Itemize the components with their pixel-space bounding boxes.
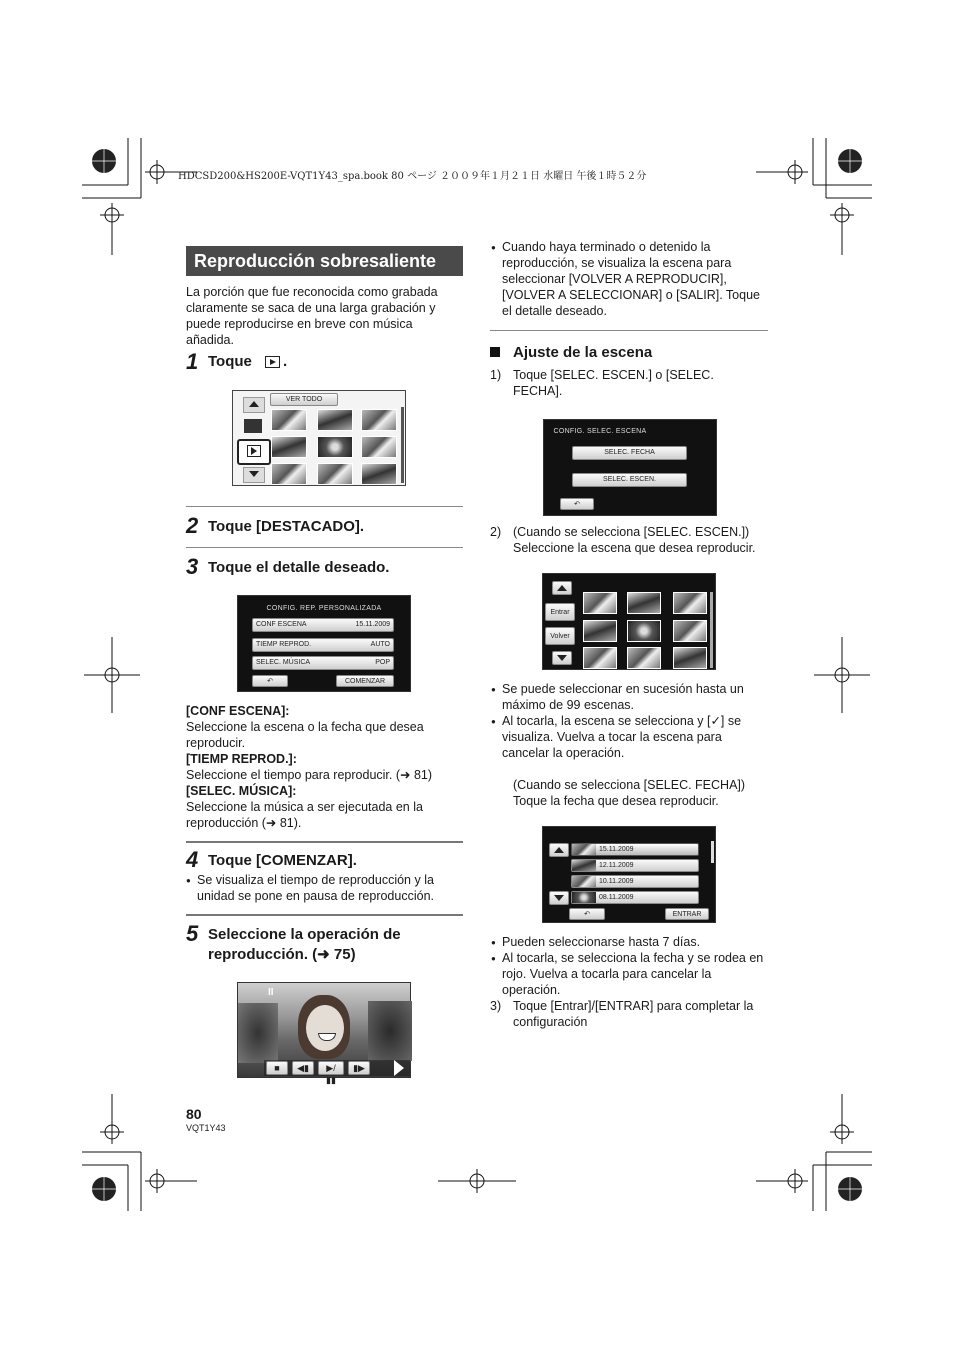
note-toggle-date: ● Al tocarla, se selecciona la fecha y se rodea en rojo. Vuelva a tocarla para cancelar la operación. xyxy=(502,950,768,998)
section-title: Reproducción sobresaliente xyxy=(186,246,463,276)
camera-mode-icon[interactable] xyxy=(244,419,262,433)
tree-right xyxy=(368,1001,412,1061)
scene-thumbnail[interactable] xyxy=(627,620,661,642)
date-thumbnail xyxy=(572,876,596,887)
scroll-down-button[interactable] xyxy=(243,467,265,483)
note-toggle-scene: ● Al tocarla, la escena se selecciona y [✓] se visualiza. Vuelva a tocar la escena para cancelar la operación. xyxy=(502,713,764,761)
date-row[interactable]: 12.11.2009 xyxy=(571,859,699,872)
date-thumbnail xyxy=(572,844,596,855)
scene-thumbnail[interactable] xyxy=(673,647,707,669)
playback-controls xyxy=(264,1060,410,1085)
divider xyxy=(186,841,463,843)
screen-title: CONFIG. SELEC. ESCENA xyxy=(553,428,647,435)
play-mode-button[interactable] xyxy=(237,439,271,465)
enter-button[interactable]: Entrar xyxy=(545,603,575,621)
scene-thumbnail[interactable] xyxy=(673,620,707,642)
item-3-text: Toque [Entrar]/[ENTRAR] para completar la configuración xyxy=(513,999,754,1029)
fast-forward-button[interactable]: ▮▶ xyxy=(348,1061,370,1075)
step-1-number: 1 xyxy=(186,349,199,374)
screen-scene-grid xyxy=(542,573,716,670)
row-label: TIEMP REPROD. xyxy=(256,641,312,648)
item-2-number: 2) xyxy=(490,525,502,539)
step-4-note: ● Se visualiza el tiempo de reproducción y la unidad se pone en pausa de reproducción. xyxy=(197,872,459,904)
pause-indicator-icon: II xyxy=(268,987,274,998)
document-code: VQT1Y43 xyxy=(186,1123,226,1133)
step-2-number: 2 xyxy=(186,513,199,538)
scrollbar[interactable] xyxy=(711,841,714,863)
item-1-number: 1) xyxy=(490,368,502,382)
item-3-number: 3) xyxy=(490,999,502,1013)
back-button[interactable]: Volver xyxy=(545,627,575,645)
thumbnail[interactable] xyxy=(271,463,307,485)
date-thumbnail xyxy=(572,892,596,903)
back-button[interactable]: ↶ xyxy=(252,675,288,687)
scroll-up-button[interactable] xyxy=(549,843,569,857)
square-bullet-icon xyxy=(490,347,500,357)
step-4-text: Toque [COMENZAR]. xyxy=(208,852,357,869)
scene-setting-row[interactable] xyxy=(252,618,394,632)
scroll-up-button[interactable] xyxy=(243,397,265,413)
screen-thumbnail-view xyxy=(232,390,406,486)
view-all-tab[interactable]: VER TODO xyxy=(270,393,338,406)
thumbnail[interactable] xyxy=(271,409,307,431)
enter-button[interactable]: ENTRAR xyxy=(665,908,709,920)
music-select-row[interactable] xyxy=(252,656,394,670)
step-2-text: Toque [DESTACADO]. xyxy=(208,518,365,535)
playback-time-row[interactable] xyxy=(252,638,394,652)
scene-settings-heading: Ajuste de la escena xyxy=(513,344,653,361)
scene-thumbnail[interactable] xyxy=(627,647,661,669)
playback-screen xyxy=(237,982,411,1085)
desc-text: Seleccione la música a ser ejecutada en la reproducción (➜ 81). xyxy=(186,800,423,830)
step-3-text: Toque el detalle deseado. xyxy=(208,559,390,576)
scroll-down-button[interactable] xyxy=(552,651,572,665)
divider xyxy=(186,914,463,916)
item-1-text: Toque [SELEC. ESCEN.] o [SELEC. FECHA]. xyxy=(513,368,714,398)
step-5-text: Seleccione la operación de reproducción. (➜ 75) xyxy=(208,926,401,963)
step-1-suffix: . xyxy=(283,353,288,370)
note-max-days: ● Pueden seleccionarse hasta 7 días. xyxy=(502,934,764,950)
scrollbar[interactable] xyxy=(710,592,713,668)
note-max-scenes: ● Se puede seleccionar en sucesión hasta un máximo de 99 escenas. xyxy=(502,681,764,713)
back-button[interactable]: ↶ xyxy=(560,498,594,510)
row-value: POP xyxy=(375,659,390,666)
step-4-number: 4 xyxy=(186,847,199,872)
date-row[interactable]: 15.11.2009 xyxy=(571,843,699,856)
rewind-button[interactable]: ◀▮ xyxy=(292,1061,314,1075)
screen-date-select xyxy=(542,826,716,923)
back-button[interactable]: ↶ xyxy=(569,908,605,920)
scroll-down-button[interactable] xyxy=(549,891,569,905)
divider xyxy=(186,547,463,548)
scroll-up-button[interactable] xyxy=(552,581,572,595)
item-2b-text: (Cuando se selecciona [SELEC. FECHA]) Toque la fecha que desea reproducir. xyxy=(513,778,746,808)
desc-term: [TIEMP REPROD.]: xyxy=(186,752,297,766)
step-3-number: 3 xyxy=(186,554,199,579)
item-2-text: (Cuando se selecciona [SELEC. ESCEN.]) Seleccione la escena que desea reproducir. xyxy=(513,525,756,555)
file-info-header: HDCSD200&HS200E-VQT1Y43_spa.book 80 ページ ２００９年１月２１日 水曜日 午後１時５２分 xyxy=(178,171,647,182)
divider xyxy=(186,506,463,507)
screen-scene-select-config xyxy=(543,419,717,516)
next-arrow-icon[interactable] xyxy=(394,1060,404,1076)
note-after-playback: ● Cuando haya terminado o detenido la reproducción, se visualiza la escena para seleccionar [VOLVER A REPRODUCIR], [VOLVER A SELECCIONAR] o [SALIR]. Toque el detalle deseado. xyxy=(502,239,764,319)
row-label: SELEC. MÚSICA xyxy=(256,659,311,666)
step-5-number: 5 xyxy=(186,921,199,946)
divider xyxy=(490,330,768,331)
scene-thumbnail[interactable] xyxy=(583,620,617,642)
scrollbar[interactable] xyxy=(401,407,404,483)
scene-thumbnail[interactable] xyxy=(627,592,661,614)
row-label: CONF ESCENA xyxy=(256,621,307,628)
step-1-text: Toque xyxy=(208,353,252,370)
select-scene-button[interactable]: SELEC. ESCEN. xyxy=(572,473,687,487)
thumbnail[interactable] xyxy=(317,409,353,431)
thumbnail[interactable] xyxy=(361,436,397,458)
thumbnail[interactable] xyxy=(271,436,307,458)
play-pause-button[interactable]: ▶/▮▮ xyxy=(318,1061,344,1075)
stop-button[interactable]: ■ xyxy=(266,1061,288,1075)
scene-thumbnail[interactable] xyxy=(583,647,617,669)
scene-thumbnail[interactable] xyxy=(673,592,707,614)
page-number: 80 xyxy=(186,1106,202,1122)
description-list xyxy=(186,703,458,831)
thumbnail[interactable] xyxy=(317,463,353,485)
desc-text: Seleccione el tiempo para reproducir. (➜ 81) xyxy=(186,768,433,782)
select-date-button[interactable]: SELEC. FECHA xyxy=(572,446,687,460)
thumbnail[interactable] xyxy=(361,463,397,485)
screen-title: CONFIG. REP. PERSONALIZADA xyxy=(266,605,382,612)
scene-thumbnail[interactable] xyxy=(583,592,617,614)
tree-left xyxy=(238,1003,278,1063)
row-value: 15.11.2009 xyxy=(355,621,390,628)
thumbnail[interactable] xyxy=(361,409,397,431)
intro-paragraph: La porción que fue reconocida como grabada claramente se saca de una larga grabación y puede reproducirse en breve con música añadida. xyxy=(186,285,438,347)
thumbnail[interactable] xyxy=(317,436,353,458)
play-mode-icon xyxy=(265,356,280,368)
desc-text: Seleccione la escena o la fecha que desea reproducir. xyxy=(186,720,424,750)
girl-face xyxy=(306,1005,344,1051)
date-row[interactable]: 10.11.2009 xyxy=(571,875,699,888)
date-thumbnail xyxy=(572,860,596,871)
start-button[interactable]: COMENZAR xyxy=(336,675,394,687)
date-row[interactable]: 08.11.2009 xyxy=(571,891,699,904)
row-value: AUTO xyxy=(370,641,390,648)
desc-term: [SELEC. MÚSICA]: xyxy=(186,784,297,798)
screen-custom-playback xyxy=(237,595,411,692)
desc-term: [CONF ESCENA]: xyxy=(186,704,290,718)
